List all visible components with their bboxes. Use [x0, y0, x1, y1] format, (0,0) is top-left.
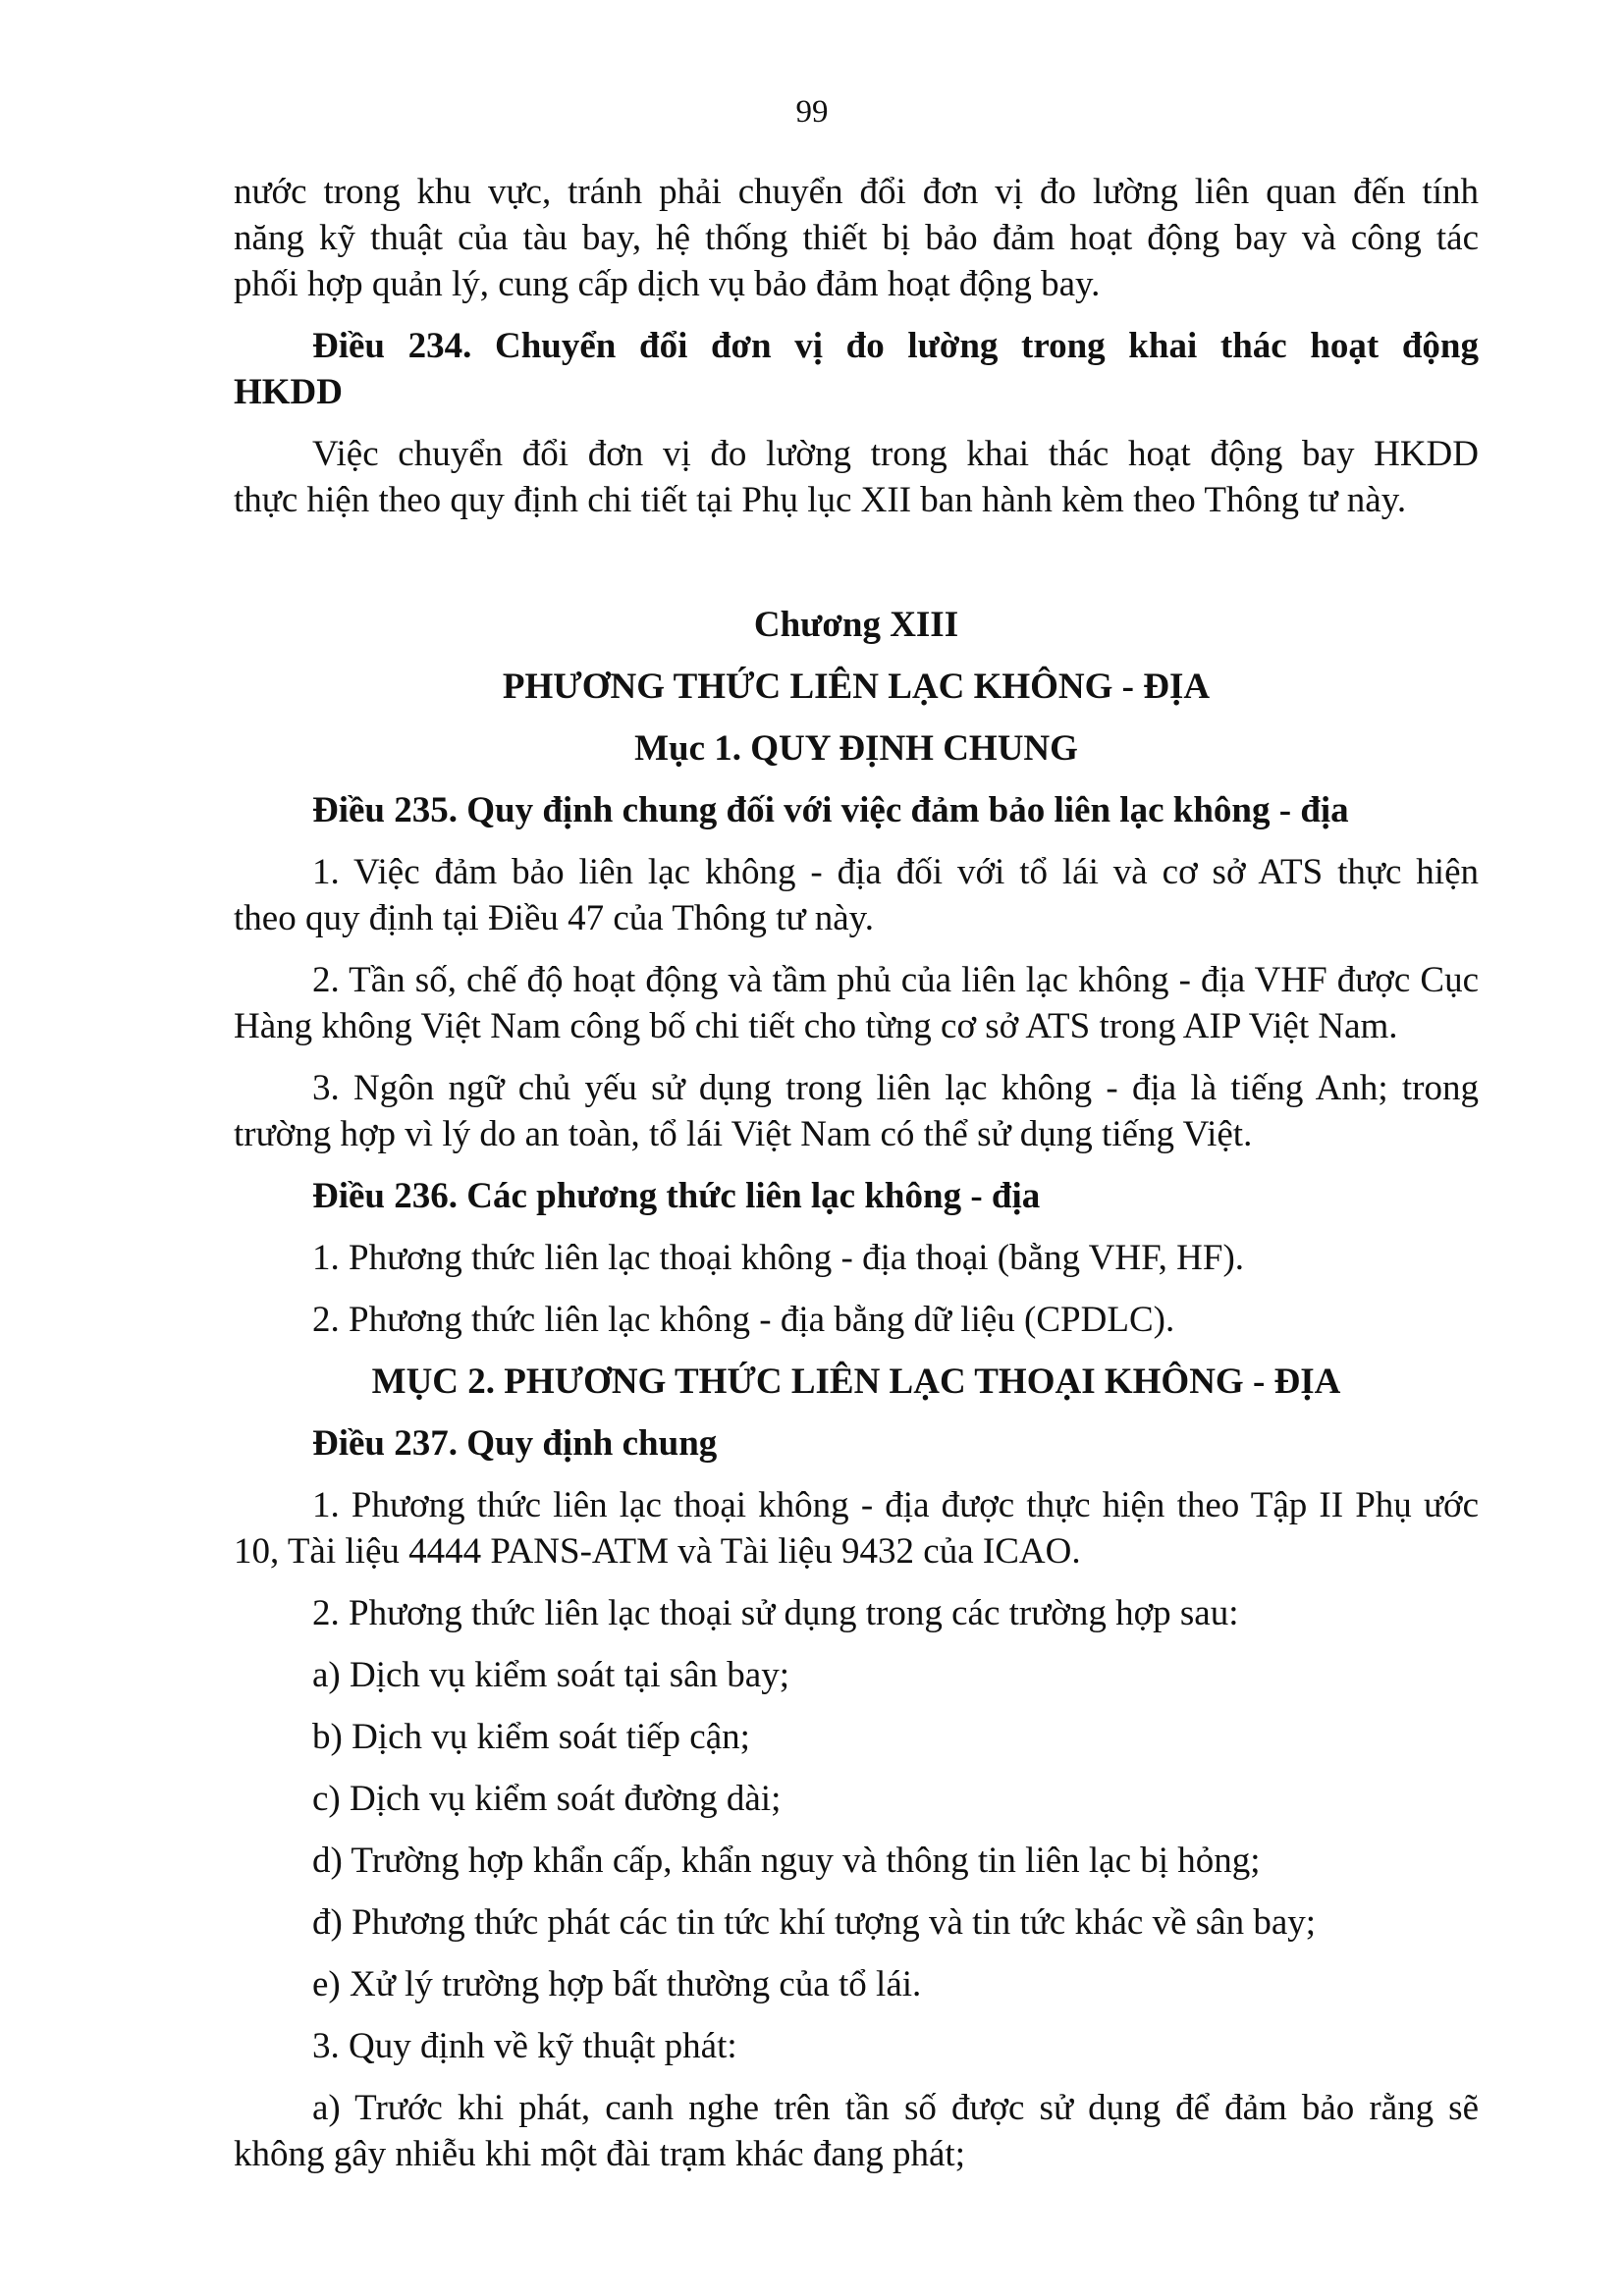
article-237-p3: 3. Quy định về kỹ thuật phát: [312, 2026, 737, 2066]
text-line: 3. Ngôn ngữ chủ yếu sử dụng trong liên lạc không - địa là tiếng Anh; trong [312, 1068, 1479, 1108]
article-236-p1: 1. Phương thức liên lạc thoại không - địa thoại (bằng VHF, HF). [312, 1238, 1245, 1278]
page-content [234, 169, 1479, 2177]
text-line: trường hợp vì lý do an toàn, tổ lái Việt Nam có thể sử dụng tiếng Việt. [234, 1114, 1253, 1154]
text-line: 2. Tần số, chế độ hoạt động và tầm phủ của liên lạc không - địa VHF được Cục [312, 960, 1479, 1000]
text-line: theo quy định tại Điều 47 của Thông tư này. [234, 898, 875, 938]
list-item: a) Dịch vụ kiểm soát tại sân bay; [312, 1655, 790, 1695]
article-236-title: Điều 236. Các phương thức liên lạc không - địa [312, 1176, 1041, 1216]
chapter-label: Chương XIII [753, 605, 959, 645]
section-2-title: MỤC 2. PHƯƠNG THỨC LIÊN LẠC THOẠI KHÔNG - ĐỊA [371, 1362, 1341, 1402]
text-line: 1. Việc đảm bảo liên lạc không - địa đối với tổ lái và cơ sở ATS thực hiện [312, 852, 1479, 892]
article-235-p3 [234, 1065, 1479, 1157]
list-item: b) Dịch vụ kiểm soát tiếp cận; [312, 1717, 750, 1757]
text-line: a) Trước khi phát, canh nghe trên tần số được sử dụng để đảm bảo rằng sẽ [312, 2088, 1479, 2128]
article-235-p1 [234, 849, 1479, 941]
text-line: Việc chuyển đổi đơn vị đo lường trong khai thác hoạt động bay HKDD [312, 434, 1479, 474]
text-line: năng kỹ thuật của tàu bay, hệ thống thiết bị bảo đảm hoạt động bay và công tác [234, 218, 1479, 258]
page-number: 99 [795, 94, 829, 130]
article-234-heading [234, 323, 1479, 415]
article-title-line: HKDD [234, 372, 343, 412]
article-237-p2: 2. Phương thức liên lạc thoại sử dụng trong các trường hợp sau: [312, 1593, 1239, 1633]
text-line: Hàng không Việt Nam công bố chi tiết cho từng cơ sở ATS trong AIP Việt Nam. [234, 1006, 1398, 1046]
text-line: nước trong khu vực, tránh phải chuyển đổi đơn vị đo lường liên quan đến tính [234, 172, 1479, 212]
section-1-title: Mục 1. QUY ĐỊNH CHUNG [634, 728, 1078, 769]
article-237-p1 [234, 1482, 1479, 1575]
article-237-title: Điều 237. Quy định chung [312, 1423, 718, 1464]
list-item: e) Xử lý trường hợp bất thường của tổ lái. [312, 1964, 922, 2004]
continuation-paragraph [234, 169, 1479, 307]
article-237-p3a [234, 2085, 1479, 2177]
article-title-line: Điều 234. Chuyển đổi đơn vị đo lường trong khai thác hoạt động [312, 326, 1479, 366]
chapter-title: PHƯƠNG THỨC LIÊN LẠC KHÔNG - ĐỊA [502, 667, 1211, 707]
list-item: d) Trường hợp khẩn cấp, khẩn nguy và thông tin liên lạc bị hỏng; [312, 1841, 1261, 1881]
text-line: không gây nhiễu khi một đài trạm khác đang phát; [234, 2134, 965, 2174]
article-234-body [234, 431, 1479, 523]
article-235-p2 [234, 957, 1479, 1049]
text-line: phối hợp quản lý, cung cấp dịch vụ bảo đảm hoạt động bay. [234, 264, 1101, 304]
text-line: thực hiện theo quy định chi tiết tại Phụ lục XII ban hành kèm theo Thông tư này. [234, 480, 1407, 520]
article-235-title: Điều 235. Quy định chung đối với việc đảm bảo liên lạc không - địa [312, 790, 1349, 830]
list-item: đ) Phương thức phát các tin tức khí tượng và tin tức khác về sân bay; [312, 1902, 1317, 1943]
text-line: 1. Phương thức liên lạc thoại không - địa được thực hiện theo Tập II Phụ ước [312, 1485, 1479, 1525]
text-line: 10, Tài liệu 4444 PANS-ATM và Tài liệu 9432 của ICAO. [234, 1531, 1081, 1572]
list-item: c) Dịch vụ kiểm soát đường dài; [312, 1779, 782, 1819]
article-236-p2: 2. Phương thức liên lạc không - địa bằng dữ liệu (CPDLC). [312, 1300, 1175, 1340]
